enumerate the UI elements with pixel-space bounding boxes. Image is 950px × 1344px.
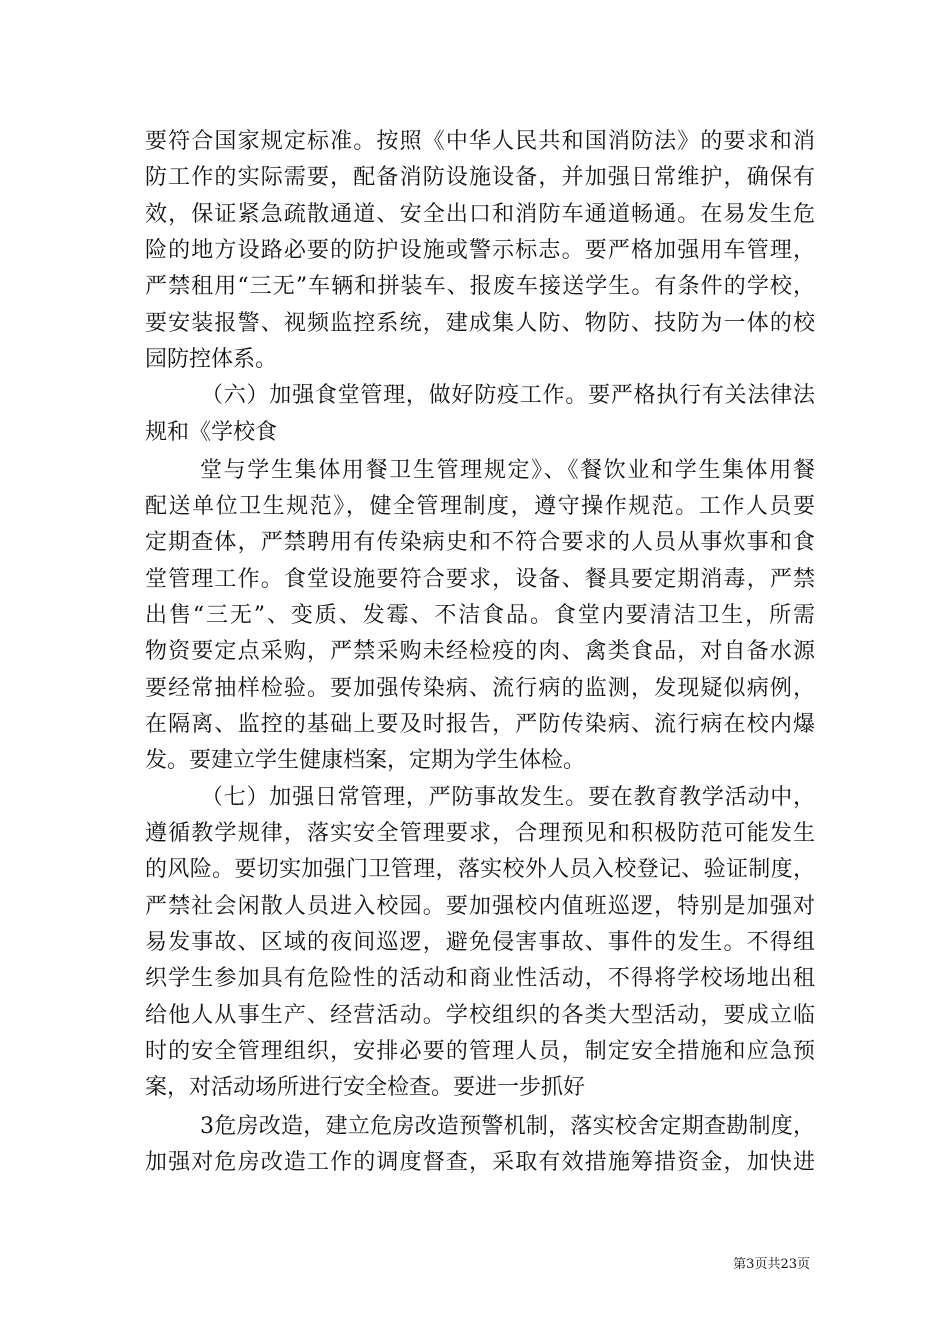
text-line: 配送单位卫生规范》，健全管理制度，遵守操作规范。工作人员要	[145, 494, 815, 519]
text-line: 堂与学生集体用餐卫生管理规定》、《餐饮业和学生集体用餐	[200, 458, 815, 483]
text-line: 防工作的实际需要，配备消防设施设备，并加强日常维护，确保有	[145, 165, 815, 190]
text-line: 织学生参加具有危险性的活动和商业性活动，不得将学校场地出租	[145, 966, 815, 991]
text-line: 加强对危房改造工作的调度督查，采取有效措施筹措资金，加快进	[145, 1150, 815, 1175]
text-line: 严禁社会闲散人员进入校园。要加强校内值班巡逻，特别是加强对	[145, 894, 815, 919]
text-line: 易发事故、区域的夜间巡逻，避免侵害事故、事件的发生。不得组	[145, 930, 815, 955]
section-heading-line: （七）加强日常管理，严防事故发生。要在教育教学活动中，	[201, 785, 815, 810]
text-line: 遵循教学规律，落实安全管理要求，合理预见和积极防范可能发生	[145, 821, 815, 846]
text-line: 险的地方设路必要的防护设施或警示标志。要严格加强用车管理，	[145, 238, 815, 263]
text-line: 严禁租用“三无”车辆和拼装车、报废车接送学生。有条件的学校，	[145, 274, 815, 299]
text-line: 出售“三无”、变质、发霉、不洁食品。食堂内要清洁卫生，所需	[145, 603, 815, 628]
text-line: 的风险。要切实加强门卫管理，落实校外人员入校登记、验证制度，	[145, 857, 815, 882]
text-line: 物资要定点采购，严禁采购未经检疫的肉、禽类食品，对自备水源	[145, 639, 815, 664]
text-line: 效，保证紧急疏散通道、安全出口和消防车通道畅通。在易发生危	[145, 202, 815, 227]
text-line: 要符合国家规定标准。按照《中华人民共和国消防法》的要求和消	[145, 129, 815, 154]
text-line: 给他人从事生产、经营活动。学校组织的各类大型活动，要成立临	[145, 1003, 815, 1028]
text-line: 堂管理工作。食堂设施要符合要求，设备、餐具要定期消毒，严禁	[145, 567, 815, 592]
text-line: 要经常抽样检验。要加强传染病、流行病的监测，发现疑似病例，	[145, 676, 815, 701]
text-line: 园防控体系。	[145, 347, 278, 372]
text-line: 案，对活动场所进行安全检查。要进一步抓好	[145, 1075, 586, 1100]
text-line: 发。要建立学生健康档案，定期为学生体检。	[145, 748, 586, 773]
text-line: 要安装报警、视频监控系统，建成集人防、物防、技防为一体的校	[145, 311, 815, 336]
text-line: 时的安全管理组织，安排必要的管理人员，制定安全措施和应急预	[145, 1039, 815, 1064]
page-number-footer: 第3页共23页	[733, 1257, 810, 1272]
text-line: 定期查体，严禁聘用有传染病史和不符合要求的人员从事炊事和食	[145, 530, 815, 555]
text-line: 规和《学校食	[145, 420, 278, 445]
text-line: 在隔离、监控的基础上要及时报告，严防传染病、流行病在校内爆	[145, 712, 815, 737]
text-line: 3危房改造，建立危房改造预警机制，落实校舍定期查勘制度，	[200, 1114, 815, 1139]
section-heading-line: （六）加强食堂管理，做好防疫工作。要严格执行有关法律法	[201, 383, 815, 408]
